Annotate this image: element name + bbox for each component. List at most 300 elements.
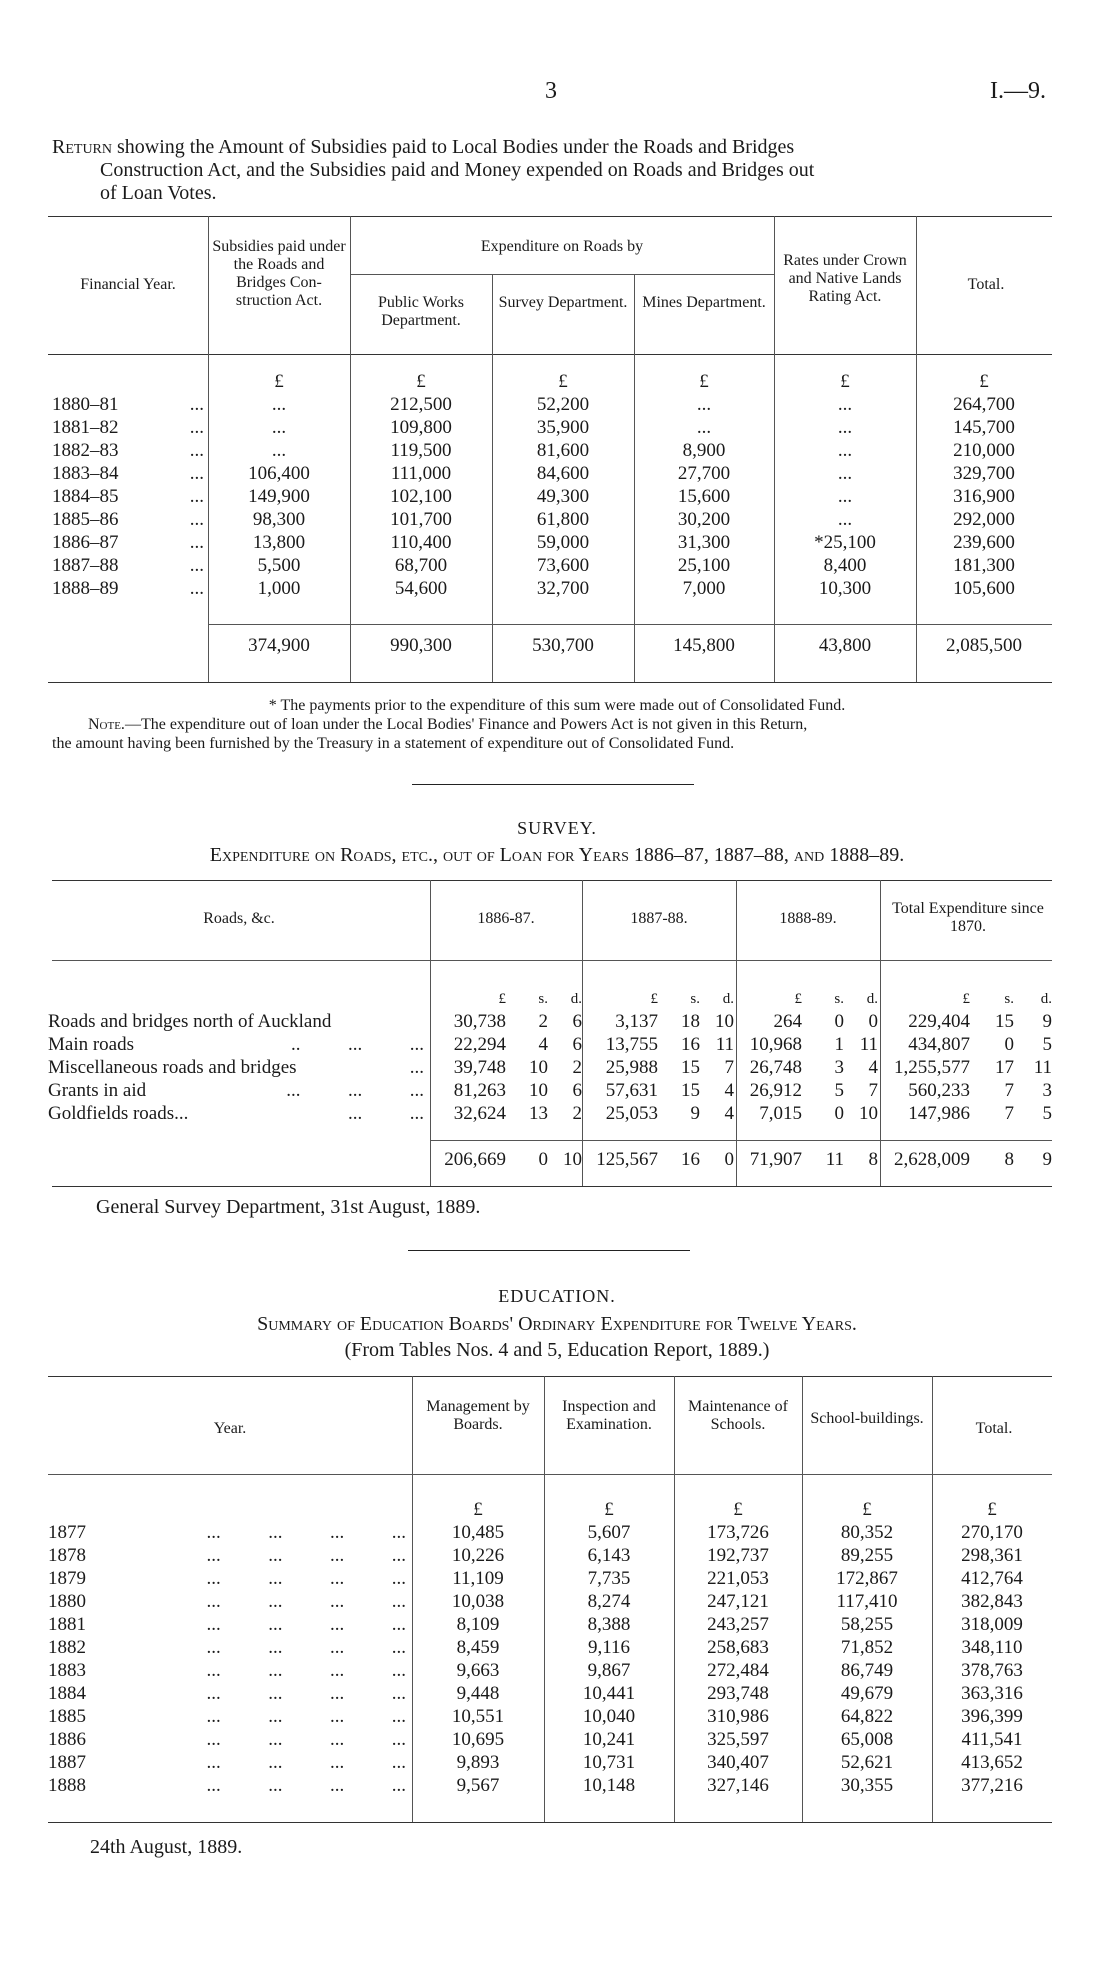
survey-total-y1-d: 10 bbox=[563, 1149, 582, 1170]
survey-y3-l: 26,748 bbox=[749, 1057, 802, 1078]
management-value: 9,893 bbox=[456, 1752, 500, 1773]
survey-y2-d: 4 bbox=[724, 1103, 734, 1124]
survey-total-d: 9 bbox=[1042, 1011, 1052, 1032]
education-year-cell bbox=[48, 1544, 412, 1567]
maintenance-value: 173,726 bbox=[707, 1522, 769, 1543]
survey-heading: SURVEY. bbox=[517, 818, 597, 838]
education-header-inspection: Inspection and Examination. bbox=[562, 1398, 656, 1433]
inspection-value: 10,148 bbox=[582, 1775, 636, 1796]
section-divider bbox=[412, 784, 694, 785]
total-value: 105,600 bbox=[953, 578, 1015, 599]
education-year: 1886 bbox=[48, 1729, 86, 1750]
unit-pounds: £ bbox=[650, 991, 658, 1007]
table-row bbox=[48, 1102, 1052, 1125]
subsidies-value: 106,400 bbox=[248, 463, 310, 484]
education-year-cell bbox=[48, 1774, 412, 1797]
road-name: Roads and bridges north of Auckland bbox=[48, 1011, 332, 1032]
survey-value: 73,600 bbox=[536, 555, 590, 576]
financial-year: 1887–88 bbox=[52, 555, 119, 576]
buildings-value: 52,621 bbox=[840, 1752, 894, 1773]
header-survey-dept: Survey Department. bbox=[498, 294, 628, 311]
education-year-cell bbox=[48, 1728, 412, 1751]
leader-dots: ... ... ... ... bbox=[206, 1729, 406, 1750]
rates-value: ... bbox=[837, 463, 853, 484]
table-row bbox=[48, 1010, 1052, 1033]
survey-value: 81,600 bbox=[536, 440, 590, 461]
education-year: 1880 bbox=[48, 1591, 86, 1612]
currency-row bbox=[52, 370, 1052, 393]
total-value: 298,361 bbox=[961, 1545, 1023, 1566]
total-grand: 2,085,500 bbox=[946, 635, 1022, 656]
leader-dots: ... ... ... ... bbox=[206, 1591, 406, 1612]
education-year: 1885 bbox=[48, 1706, 86, 1727]
survey-y1-s: 4 bbox=[538, 1034, 548, 1055]
total-public-works: 990,300 bbox=[390, 635, 452, 656]
education-year-cell bbox=[48, 1682, 412, 1705]
survey-y3-d: 0 bbox=[868, 1011, 878, 1032]
leader-dots: ... bbox=[409, 1057, 424, 1078]
survey-y2-d: 7 bbox=[724, 1057, 734, 1078]
education-heading: EDUCATION. bbox=[498, 1286, 616, 1306]
leader-dots: ... ... ... ... bbox=[206, 1522, 406, 1543]
table-row bbox=[48, 1774, 1052, 1797]
currency-symbol: £ bbox=[416, 371, 426, 392]
unit-shillings: s. bbox=[690, 991, 700, 1007]
education-header-total: Total. bbox=[975, 1420, 1013, 1437]
return-table-header-rule bbox=[48, 354, 1052, 355]
unit-pounds: £ bbox=[498, 991, 506, 1007]
survey-total-y3-l: 71,907 bbox=[749, 1149, 802, 1170]
survey-total-d: 3 bbox=[1042, 1080, 1052, 1101]
return-title-lead: Return bbox=[52, 136, 113, 158]
survey-y1-s: 10 bbox=[529, 1080, 548, 1101]
total-value: 329,700 bbox=[953, 463, 1015, 484]
survey-total-s: 7 bbox=[1004, 1103, 1014, 1124]
section-divider bbox=[408, 1250, 690, 1251]
mines-value: 8,900 bbox=[682, 440, 726, 461]
inspection-value: 8,388 bbox=[587, 1614, 631, 1635]
leader-dots: ... bbox=[189, 394, 204, 415]
return-vline bbox=[774, 216, 775, 354]
education-table-top-rule bbox=[48, 1376, 1052, 1377]
maintenance-value: 325,597 bbox=[707, 1729, 769, 1750]
inspection-value: 7,735 bbox=[587, 1568, 631, 1589]
return-table-bottom-rule bbox=[48, 682, 1052, 683]
education-signoff: 24th August, 1889. bbox=[90, 1836, 243, 1858]
currency-symbol: £ bbox=[733, 1499, 743, 1520]
survey-y1-s: 13 bbox=[529, 1103, 548, 1124]
survey-value: 61,800 bbox=[536, 509, 590, 530]
education-year-cell bbox=[48, 1521, 412, 1544]
public-works-value: 68,700 bbox=[394, 555, 448, 576]
buildings-value: 172,867 bbox=[836, 1568, 898, 1589]
survey-y2-s: 15 bbox=[681, 1057, 700, 1078]
financial-year-cell bbox=[52, 531, 208, 554]
education-year-cell bbox=[48, 1590, 412, 1613]
survey-y3-d: 11 bbox=[859, 1034, 878, 1055]
education-year-cell bbox=[48, 1659, 412, 1682]
total-value: 412,764 bbox=[961, 1568, 1023, 1589]
table-row bbox=[48, 1728, 1052, 1751]
table-row bbox=[52, 554, 1052, 577]
leader-dots: ... ... ... bbox=[286, 1080, 424, 1101]
subsidies-value: 149,900 bbox=[248, 486, 310, 507]
survey-total-l: 560,233 bbox=[908, 1080, 970, 1101]
survey-value: 84,600 bbox=[536, 463, 590, 484]
survey-value: 35,900 bbox=[536, 417, 590, 438]
survey-y1-l: 32,624 bbox=[453, 1103, 506, 1124]
leader-dots: ... bbox=[189, 486, 204, 507]
inspection-value: 10,731 bbox=[582, 1752, 636, 1773]
buildings-value: 86,749 bbox=[840, 1660, 894, 1681]
road-name: Main roads bbox=[48, 1034, 135, 1055]
table-row bbox=[52, 485, 1052, 508]
financial-year: 1883–84 bbox=[52, 463, 119, 484]
survey-y2-l: 13,755 bbox=[605, 1034, 658, 1055]
road-name-cell bbox=[48, 1102, 430, 1125]
table-row bbox=[48, 1033, 1052, 1056]
total-value: 396,399 bbox=[961, 1706, 1023, 1727]
subsidies-value: 1,000 bbox=[257, 578, 301, 599]
table-row bbox=[52, 462, 1052, 485]
survey-total-l: 434,807 bbox=[908, 1034, 970, 1055]
table-row bbox=[48, 1079, 1052, 1102]
rates-value: ... bbox=[837, 394, 853, 415]
management-value: 10,695 bbox=[451, 1729, 505, 1750]
survey-y2-l: 57,631 bbox=[605, 1080, 658, 1101]
buildings-value: 65,008 bbox=[840, 1729, 894, 1750]
survey-y2-d: 10 bbox=[715, 1011, 734, 1032]
survey-header-1886: 1886-87. bbox=[477, 910, 535, 927]
public-works-value: 101,700 bbox=[390, 509, 452, 530]
survey-y1-d: 2 bbox=[572, 1057, 582, 1078]
survey-table bbox=[48, 988, 1052, 1125]
total-mines: 145,800 bbox=[673, 635, 735, 656]
table-row bbox=[52, 393, 1052, 416]
table-row bbox=[52, 577, 1052, 600]
financial-year-cell bbox=[52, 485, 208, 508]
mines-value: ... bbox=[696, 394, 712, 415]
management-value: 10,485 bbox=[451, 1522, 505, 1543]
currency-symbol: £ bbox=[840, 371, 850, 392]
inspection-value: 9,867 bbox=[587, 1660, 631, 1681]
table-row bbox=[48, 1751, 1052, 1774]
education-currency-row bbox=[48, 1498, 1052, 1521]
leader-dots: ... bbox=[189, 417, 204, 438]
education-year: 1887 bbox=[48, 1752, 86, 1773]
public-works-value: 110,400 bbox=[390, 532, 452, 553]
survey-total-d: 11 bbox=[1033, 1057, 1052, 1078]
leader-dots: ... ... ... ... bbox=[206, 1545, 406, 1566]
management-value: 9,448 bbox=[456, 1683, 500, 1704]
financial-year-cell bbox=[52, 462, 208, 485]
table-row bbox=[48, 1544, 1052, 1567]
road-name-cell bbox=[48, 1079, 430, 1102]
subsidies-value: ... bbox=[271, 417, 287, 438]
maintenance-value: 221,053 bbox=[707, 1568, 769, 1589]
buildings-value: 58,255 bbox=[840, 1614, 894, 1635]
currency-symbol: £ bbox=[473, 1499, 483, 1520]
survey-total-all-d: 9 bbox=[1042, 1149, 1052, 1170]
survey-signoff: General Survey Department, 31st August, 1889. bbox=[96, 1196, 481, 1218]
education-year-cell bbox=[48, 1613, 412, 1636]
survey-y1-l: 81,263 bbox=[453, 1080, 506, 1101]
return-vline bbox=[916, 216, 917, 354]
inspection-value: 10,241 bbox=[582, 1729, 636, 1750]
survey-total-s: 0 bbox=[1004, 1034, 1014, 1055]
management-value: 10,038 bbox=[451, 1591, 505, 1612]
table-row bbox=[52, 439, 1052, 462]
financial-year: 1880–81 bbox=[52, 394, 119, 415]
total-value: 264,700 bbox=[953, 394, 1015, 415]
survey-total-y2-l: 125,567 bbox=[596, 1149, 658, 1170]
survey-header-1888: 1888-89. bbox=[779, 910, 837, 927]
return-vline bbox=[492, 274, 493, 354]
mines-value: 25,100 bbox=[677, 555, 731, 576]
total-value: 413,652 bbox=[961, 1752, 1023, 1773]
financial-year-cell bbox=[52, 508, 208, 531]
survey-y1-l: 39,748 bbox=[453, 1057, 506, 1078]
return-title bbox=[52, 136, 1062, 205]
financial-year: 1886–87 bbox=[52, 532, 119, 553]
buildings-value: 64,822 bbox=[840, 1706, 894, 1727]
survey-y2-s: 15 bbox=[681, 1080, 700, 1101]
management-value: 8,109 bbox=[456, 1614, 500, 1635]
survey-total-all-s: 8 bbox=[1004, 1149, 1014, 1170]
buildings-value: 71,852 bbox=[840, 1637, 894, 1658]
table-row bbox=[48, 1705, 1052, 1728]
inspection-value: 9,116 bbox=[587, 1637, 631, 1658]
survey-y2-s: 16 bbox=[681, 1034, 700, 1055]
education-header-buildings: School-buildings. bbox=[810, 1410, 924, 1427]
survey-total-y1-l: 206,669 bbox=[444, 1149, 506, 1170]
totals-row bbox=[52, 634, 1052, 657]
inspection-value: 6,143 bbox=[587, 1545, 631, 1566]
header-subsidies: Subsidies paid under the Roads and Bridges Con-struction Act. bbox=[212, 238, 346, 309]
total-value: 239,600 bbox=[953, 532, 1015, 553]
survey-y2-s: 9 bbox=[690, 1103, 700, 1124]
maintenance-value: 272,484 bbox=[707, 1660, 769, 1681]
management-value: 10,551 bbox=[451, 1706, 505, 1727]
survey-y2-l: 25,053 bbox=[605, 1103, 658, 1124]
financial-year-cell bbox=[52, 439, 208, 462]
table-row bbox=[52, 416, 1052, 439]
mines-value: 27,700 bbox=[677, 463, 731, 484]
road-name-cell bbox=[48, 1010, 430, 1033]
survey-y3-l: 264 bbox=[773, 1011, 802, 1032]
total-value: 316,900 bbox=[953, 486, 1015, 507]
survey-y3-l: 26,912 bbox=[749, 1080, 802, 1101]
unit-shillings: s. bbox=[834, 991, 844, 1007]
table-row bbox=[48, 1056, 1052, 1079]
leader-dots: ... bbox=[189, 578, 204, 599]
survey-y3-s: 5 bbox=[834, 1080, 844, 1101]
unit-shillings: s. bbox=[538, 991, 548, 1007]
leader-dots: ... ... ... ... bbox=[206, 1683, 406, 1704]
survey-y2-d: 11 bbox=[715, 1034, 734, 1055]
mines-value: 15,600 bbox=[677, 486, 731, 507]
rates-value: ... bbox=[837, 440, 853, 461]
survey-y3-s: 0 bbox=[834, 1103, 844, 1124]
survey-y1-d: 6 bbox=[572, 1080, 582, 1101]
mines-value: 30,200 bbox=[677, 509, 731, 530]
public-works-value: 111,000 bbox=[390, 463, 452, 484]
education-header-year: Year. bbox=[213, 1420, 247, 1437]
subsidies-value: 98,300 bbox=[252, 509, 306, 530]
education-year: 1888 bbox=[48, 1775, 86, 1796]
survey-value: 49,300 bbox=[536, 486, 590, 507]
survey-y1-d: 6 bbox=[572, 1011, 582, 1032]
rates-value: ... bbox=[837, 486, 853, 507]
survey-y1-l: 22,294 bbox=[453, 1034, 506, 1055]
financial-year-cell bbox=[52, 393, 208, 416]
total-value: 348,110 bbox=[961, 1637, 1023, 1658]
survey-table-header-rule bbox=[52, 960, 1052, 961]
note-label: Note. bbox=[88, 716, 125, 733]
survey-y1-d: 2 bbox=[572, 1103, 582, 1124]
inspection-value: 10,441 bbox=[582, 1683, 636, 1704]
survey-header-1887: 1887-88. bbox=[630, 910, 688, 927]
footnote: * The payments prior to the expenditure of this sum were made out of Consolidated Fund. bbox=[268, 697, 846, 714]
management-value: 9,567 bbox=[456, 1775, 500, 1796]
survey-header-total: Total Expenditure since 1870. bbox=[892, 900, 1044, 935]
survey-table-top-rule bbox=[52, 880, 1052, 881]
financial-year-cell bbox=[52, 416, 208, 439]
education-header-management: Management by Boards. bbox=[426, 1398, 530, 1433]
return-vline bbox=[208, 216, 209, 354]
survey-y3-s: 0 bbox=[834, 1011, 844, 1032]
education-title: Summary of Education Boards' Ordinary Expenditure for Twelve Years. bbox=[257, 1313, 857, 1335]
financial-year: 1884–85 bbox=[52, 486, 119, 507]
maintenance-value: 340,407 bbox=[707, 1752, 769, 1773]
unit-pence: d. bbox=[570, 991, 582, 1007]
public-works-value: 109,800 bbox=[390, 417, 452, 438]
leader-dots: ... bbox=[189, 440, 204, 461]
subsidies-value: ... bbox=[271, 394, 287, 415]
total-value: 318,009 bbox=[961, 1614, 1023, 1635]
table-row bbox=[48, 1567, 1052, 1590]
education-header-maintenance: Maintenance of Schools. bbox=[688, 1398, 788, 1433]
total-value: 270,170 bbox=[961, 1522, 1023, 1543]
leader-dots: ... bbox=[189, 555, 204, 576]
survey-y3-d: 7 bbox=[868, 1080, 878, 1101]
table-row bbox=[52, 531, 1052, 554]
total-value: 292,000 bbox=[953, 509, 1015, 530]
buildings-value: 80,352 bbox=[840, 1522, 894, 1543]
financial-year-cell bbox=[52, 577, 208, 600]
header-expenditure-group: Expenditure on Roads by bbox=[480, 238, 644, 255]
total-value: 382,843 bbox=[961, 1591, 1023, 1612]
survey-value: 52,200 bbox=[536, 394, 590, 415]
header-financial-year: Financial Year. bbox=[80, 276, 176, 293]
survey-y2-s: 18 bbox=[681, 1011, 700, 1032]
unit-pounds: £ bbox=[794, 991, 802, 1007]
education-year-cell bbox=[48, 1751, 412, 1774]
education-year-cell bbox=[48, 1636, 412, 1659]
mines-value: 31,300 bbox=[677, 532, 731, 553]
public-works-value: 212,500 bbox=[390, 394, 452, 415]
mines-value: ... bbox=[696, 417, 712, 438]
survey-y1-d: 6 bbox=[572, 1034, 582, 1055]
survey-total-y3-d: 8 bbox=[868, 1149, 878, 1170]
education-year: 1882 bbox=[48, 1637, 86, 1658]
education-year: 1884 bbox=[48, 1683, 86, 1704]
leader-dots: ... ... ... ... bbox=[206, 1752, 406, 1773]
survey-y1-s: 2 bbox=[538, 1011, 548, 1032]
total-value: 363,316 bbox=[961, 1683, 1023, 1704]
survey-total-y2-d: 0 bbox=[724, 1149, 734, 1170]
survey-y1-s: 10 bbox=[529, 1057, 548, 1078]
education-year-cell bbox=[48, 1567, 412, 1590]
maintenance-value: 310,986 bbox=[707, 1706, 769, 1727]
survey-value: 59,000 bbox=[536, 532, 590, 553]
survey-table-bottom-rule bbox=[52, 1186, 1052, 1187]
education-subtitle: (From Tables Nos. 4 and 5, Education Report, 1889.) bbox=[344, 1339, 770, 1361]
inspection-value: 10,040 bbox=[582, 1706, 636, 1727]
return-table-total-rule bbox=[208, 624, 1052, 625]
leader-dots: ... bbox=[189, 532, 204, 553]
survey-total-d: 5 bbox=[1042, 1103, 1052, 1124]
currency-symbol: £ bbox=[699, 371, 709, 392]
return-title-rest: showing the Amount of Subsidies paid to Local Bodies under the Roads and Bridges bbox=[112, 136, 795, 158]
leader-dots: ... ... ... ... bbox=[206, 1660, 406, 1681]
table-row bbox=[48, 1521, 1052, 1544]
education-table-header-rule bbox=[48, 1474, 1052, 1475]
return-totals bbox=[52, 634, 1052, 657]
survey-value: 32,700 bbox=[536, 578, 590, 599]
maintenance-value: 247,121 bbox=[707, 1591, 769, 1612]
note-line2: the amount having been furnished by the Treasury in a statement of expenditure out of Consolidated Fund. bbox=[52, 735, 735, 752]
public-works-value: 54,600 bbox=[394, 578, 448, 599]
rates-value: 10,300 bbox=[818, 578, 872, 599]
subsidies-value: 13,800 bbox=[252, 532, 306, 553]
education-year: 1878 bbox=[48, 1545, 86, 1566]
survey-y3-d: 4 bbox=[868, 1057, 878, 1078]
survey-total-s: 7 bbox=[1004, 1080, 1014, 1101]
subsidies-value: ... bbox=[271, 440, 287, 461]
header-public-works: Public Works Department. bbox=[378, 294, 464, 329]
survey-y2-l: 3,137 bbox=[615, 1011, 658, 1032]
survey-total-s: 17 bbox=[995, 1057, 1014, 1078]
education-year: 1881 bbox=[48, 1614, 86, 1635]
buildings-value: 117,410 bbox=[836, 1591, 898, 1612]
survey-y3-l: 7,015 bbox=[759, 1103, 802, 1124]
survey-y3-s: 3 bbox=[834, 1057, 844, 1078]
total-value: 377,216 bbox=[961, 1775, 1023, 1796]
header-total: Total. bbox=[967, 276, 1005, 293]
leader-dots: ... ... ... ... bbox=[206, 1775, 406, 1796]
leader-dots: ... ... ... ... bbox=[206, 1706, 406, 1727]
road-name: Grants in aid bbox=[48, 1080, 147, 1101]
road-name-cell bbox=[48, 1056, 430, 1079]
maintenance-value: 293,748 bbox=[707, 1683, 769, 1704]
survey-total-y2-s: 16 bbox=[681, 1149, 700, 1170]
document-reference: I.—9. bbox=[990, 78, 1046, 104]
road-name-cell bbox=[48, 1033, 430, 1056]
leader-dots: ... ... ... ... bbox=[206, 1614, 406, 1635]
survey-header-roads: Roads, &c. bbox=[203, 910, 275, 927]
currency-symbol: £ bbox=[987, 1499, 997, 1520]
expenditure-group-rule bbox=[350, 274, 774, 275]
survey-total-y3-s: 11 bbox=[825, 1149, 844, 1170]
survey-total-l: 229,404 bbox=[908, 1011, 970, 1032]
currency-symbol: £ bbox=[604, 1499, 614, 1520]
survey-y3-d: 10 bbox=[859, 1103, 878, 1124]
note bbox=[52, 715, 1058, 753]
rates-value: ... bbox=[837, 417, 853, 438]
road-name: Miscellaneous roads and bridges bbox=[48, 1057, 297, 1078]
survey-totals bbox=[48, 1148, 1052, 1171]
